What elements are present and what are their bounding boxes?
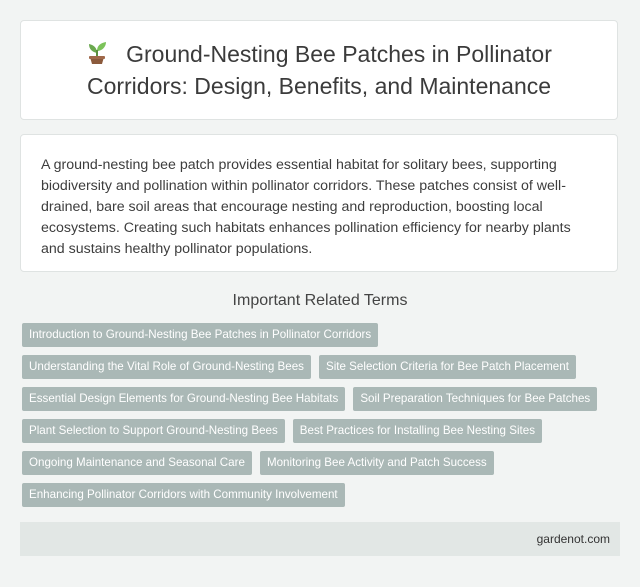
related-term-tag[interactable]: Introduction to Ground-Nesting Bee Patches in Pollinator Corridors (22, 323, 378, 347)
related-terms-heading: Important Related Terms (232, 292, 408, 309)
related-term-tag[interactable]: Understanding the Vital Role of Ground-Nesting Bees (22, 355, 311, 379)
related-term-tag[interactable]: Essential Design Elements for Ground-Nesting Bee Habitats (22, 387, 345, 411)
footer-site-link[interactable]: gardenot.com (536, 532, 610, 546)
title-wrap (21, 21, 617, 119)
related-term-tag[interactable]: Enhancing Pollinator Corridors with Community Involvement (22, 483, 345, 507)
related-term-tag[interactable]: Ongoing Maintenance and Seasonal Care (22, 451, 252, 475)
related-term-tag[interactable]: Best Practices for Installing Bee Nesting Sites (293, 419, 542, 443)
description-card (20, 134, 618, 272)
description-text: A ground-nesting bee patch provides essential habitat for solitary bees, supporting biodiversity and pollination within pollinator corridors. These patches consist of well-drained, bare soil areas that encourage nesting and reproduction, boosting local ecosystems. Creating such habitats enhances pollination efficiency for nearby plants and sustains healthy pollinator populations. (41, 157, 571, 257)
related-term-tag[interactable]: Soil Preparation Techniques for Bee Patches (353, 387, 597, 411)
sprout-icon (86, 39, 108, 72)
related-term-tag[interactable]: Plant Selection to Support Ground-Nesting Bees (22, 419, 285, 443)
title-card (20, 20, 618, 120)
related-term-tag[interactable]: Site Selection Criteria for Bee Patch Placement (319, 355, 576, 379)
related-terms-list (22, 323, 622, 507)
related-term-tag[interactable]: Monitoring Bee Activity and Patch Success (260, 451, 494, 475)
page-title (51, 39, 587, 101)
footer (20, 522, 620, 556)
page-title-text: Ground-Nesting Bee Patches in Pollinator Corridors: Design, Benefits, and Maintenance (86, 41, 552, 99)
